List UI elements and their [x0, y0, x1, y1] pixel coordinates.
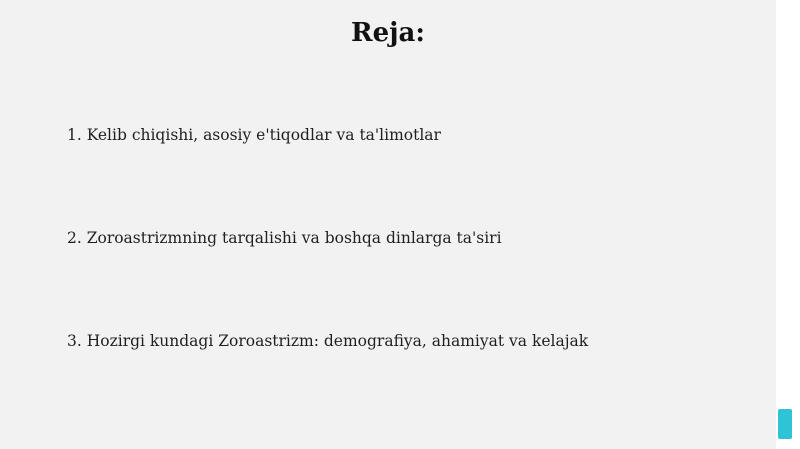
slide-title: Reja: — [350, 18, 425, 48]
plan-item-3: 3. Hozirgi kundagi Zoroastrizm: demografiya, ahamiyat va kelajak — [67, 332, 589, 350]
plan-item-2: 2. Zoroastrizmning tarqalishi va boshqa dinlarga ta'siri — [67, 229, 502, 247]
scrollbar-thumb[interactable] — [778, 409, 792, 439]
plan-item-1: 1. Kelib chiqishi, asosiy e'tiqodlar va ta'limotlar — [67, 126, 441, 144]
vertical-scrollbar[interactable] — [776, 0, 800, 449]
